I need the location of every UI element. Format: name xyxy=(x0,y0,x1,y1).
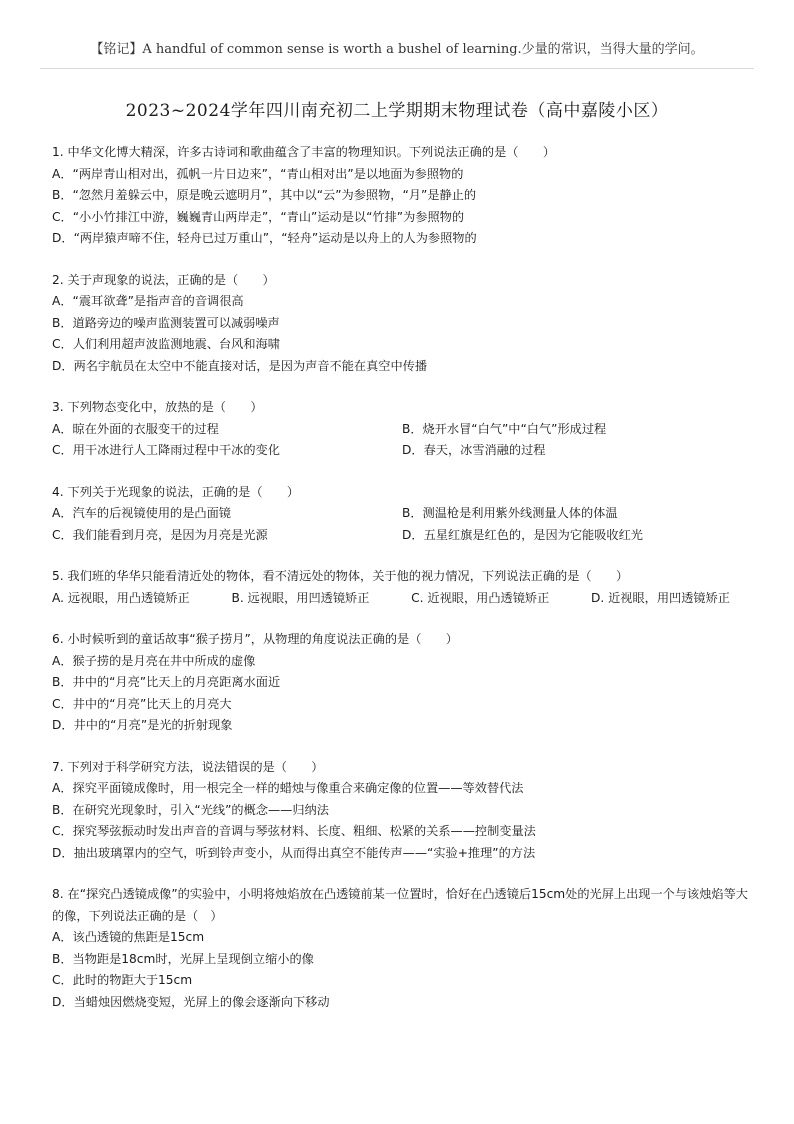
motto-text: 【铭记】A handful of common sense is worth a bushel of learning.少量的常识，当得大量的学问。 xyxy=(90,42,704,57)
option-b: B．在研究光现象时，引入“光线”的概念——归纳法 xyxy=(52,802,329,817)
option-c: C．用干冰进行人工降雨过程中干冰的变化 xyxy=(52,443,280,457)
option-c: C．井中的“月亮”比天上的月亮大 xyxy=(52,696,232,711)
option-grid xyxy=(52,419,752,462)
option-a: A．“两岸青山相对出，孤帆一片日边来”，“青山相对出”是以地面为参照物的 xyxy=(52,166,464,181)
option-d: D．五星红旗是红色的，是因为它能吸收红光 xyxy=(402,527,643,542)
option-d: D．抽出玻璃罩内的空气，听到铃声变小，从而得出真空不能传声——“实验+推理”的方法 xyxy=(52,845,536,860)
option-c: C．“小小竹排江中游，巍巍青山两岸走”，“青山”运动是以“竹排”为参照物的 xyxy=(52,209,465,224)
header-divider xyxy=(40,68,754,69)
question-stem: 7. 下列对于科学研究方法，说法错误的是（ ） xyxy=(52,759,324,774)
option-d: D．两名宇航员在太空中不能直接对话，是因为声音不能在真空中传播 xyxy=(52,358,428,373)
question-2 xyxy=(52,270,752,378)
option-b: B．当物距是18cm时，光屏上呈现倒立缩小的像 xyxy=(52,951,314,966)
question-list xyxy=(52,142,752,1033)
question-stem: 3. 下列物态变化中，放热的是（ ） xyxy=(52,400,263,414)
page-header xyxy=(0,0,794,62)
question-stem: 1. 中华文化博大精深，许多古诗词和歌曲蕴含了丰富的物理知识。下列说法正确的是（ ） xyxy=(52,145,556,159)
option-d: D．井中的“月亮”是光的折射现象 xyxy=(52,718,233,732)
option-d: D．春天，冰雪消融的过程 xyxy=(402,443,546,457)
option-a: A．“震耳欲聋”是指声音的音调很高 xyxy=(52,294,244,308)
question-1 xyxy=(52,142,752,250)
option-b: B. 远视眼，用凹透镜矫正 xyxy=(231,590,370,605)
option-c: C．探究琴弦振动时发出声音的音调与琴弦材料、长度、粗细、松紧的关系——控制变量法 xyxy=(52,824,536,838)
question-4 xyxy=(52,482,752,547)
option-c: C．此时的物距大于15cm xyxy=(52,973,193,987)
option-a: A．猴子捞的是月亮在井中所成的虚像 xyxy=(52,653,256,668)
question-stem: 8. 在“探究凸透镜成像”的实验中，小明将烛焰放在凸透镜前某一位置时，恰好在凸透镜后15cm处的光屏上出现一个与该烛焰等大的像，下列说法正确的是（ ） xyxy=(52,887,748,923)
option-a: A．汽车的后视镜使用的是凸面镜 xyxy=(52,506,231,520)
option-a: A．探究平面镜成像时，用一根完全一样的蜡烛与像重合来确定像的位置——等效替代法 xyxy=(52,781,524,795)
option-b: B．井中的“月亮”比天上的月亮距离水面近 xyxy=(52,675,281,689)
option-b: B．道路旁边的噪声监测装置可以减弱噪声 xyxy=(52,315,280,330)
option-c: C．人们利用超声波监测地震、台风和海啸 xyxy=(52,337,280,351)
question-stem: 5. 我们班的华华只能看清近处的物体，看不清远处的物体，关于他的视力情况，下列说法正确的是（ ） xyxy=(52,569,629,583)
question-stem: 6. 小时候听到的童话故事“猴子捞月”，从物理的角度说法正确的是（ ） xyxy=(52,632,458,646)
option-a: A．该凸透镜的焦距是15cm xyxy=(52,930,205,944)
option-d: D．当蜡烛因燃烧变短，光屏上的像会逐渐向下移动 xyxy=(52,994,330,1009)
option-a: A. 远视眼，用凸透镜矫正 xyxy=(52,590,190,605)
question-5 xyxy=(52,566,752,609)
option-a: A．晾在外面的衣服变干的过程 xyxy=(52,421,219,436)
option-row xyxy=(52,588,752,610)
option-grid xyxy=(52,503,752,546)
option-c: C．我们能看到月亮，是因为月亮是光源 xyxy=(52,527,268,542)
question-3 xyxy=(52,397,752,462)
question-8 xyxy=(52,884,752,1013)
question-7 xyxy=(52,757,752,865)
option-c: C. 近视眼，用凸透镜矫正 xyxy=(411,590,550,605)
option-d: D．“两岸猿声啼不住，轻舟已过万重山”，“轻舟”运动是以舟上的人为参照物的 xyxy=(52,231,477,245)
option-b: B．烧开水冒“白气”中“白气”形成过程 xyxy=(402,421,607,436)
question-6 xyxy=(52,629,752,737)
page-title: 2023~2024学年四川南充初二上学期期末物理试卷（高中嘉陵小区） xyxy=(125,101,669,121)
option-b: B．测温枪是利用紫外线测量人体的体温 xyxy=(402,506,618,520)
option-b: B．“忽然月羞躲云中，原是晚云遮明月”，其中以“云”为参照物，“月”是静止的 xyxy=(52,188,477,202)
option-d: D. 近视眼，用凹透镜矫正 xyxy=(590,590,730,605)
question-stem: 4. 下列关于光现象的说法，正确的是（ ） xyxy=(52,484,300,499)
question-stem: 2. 关于声现象的说法，正确的是（ ） xyxy=(52,272,275,287)
